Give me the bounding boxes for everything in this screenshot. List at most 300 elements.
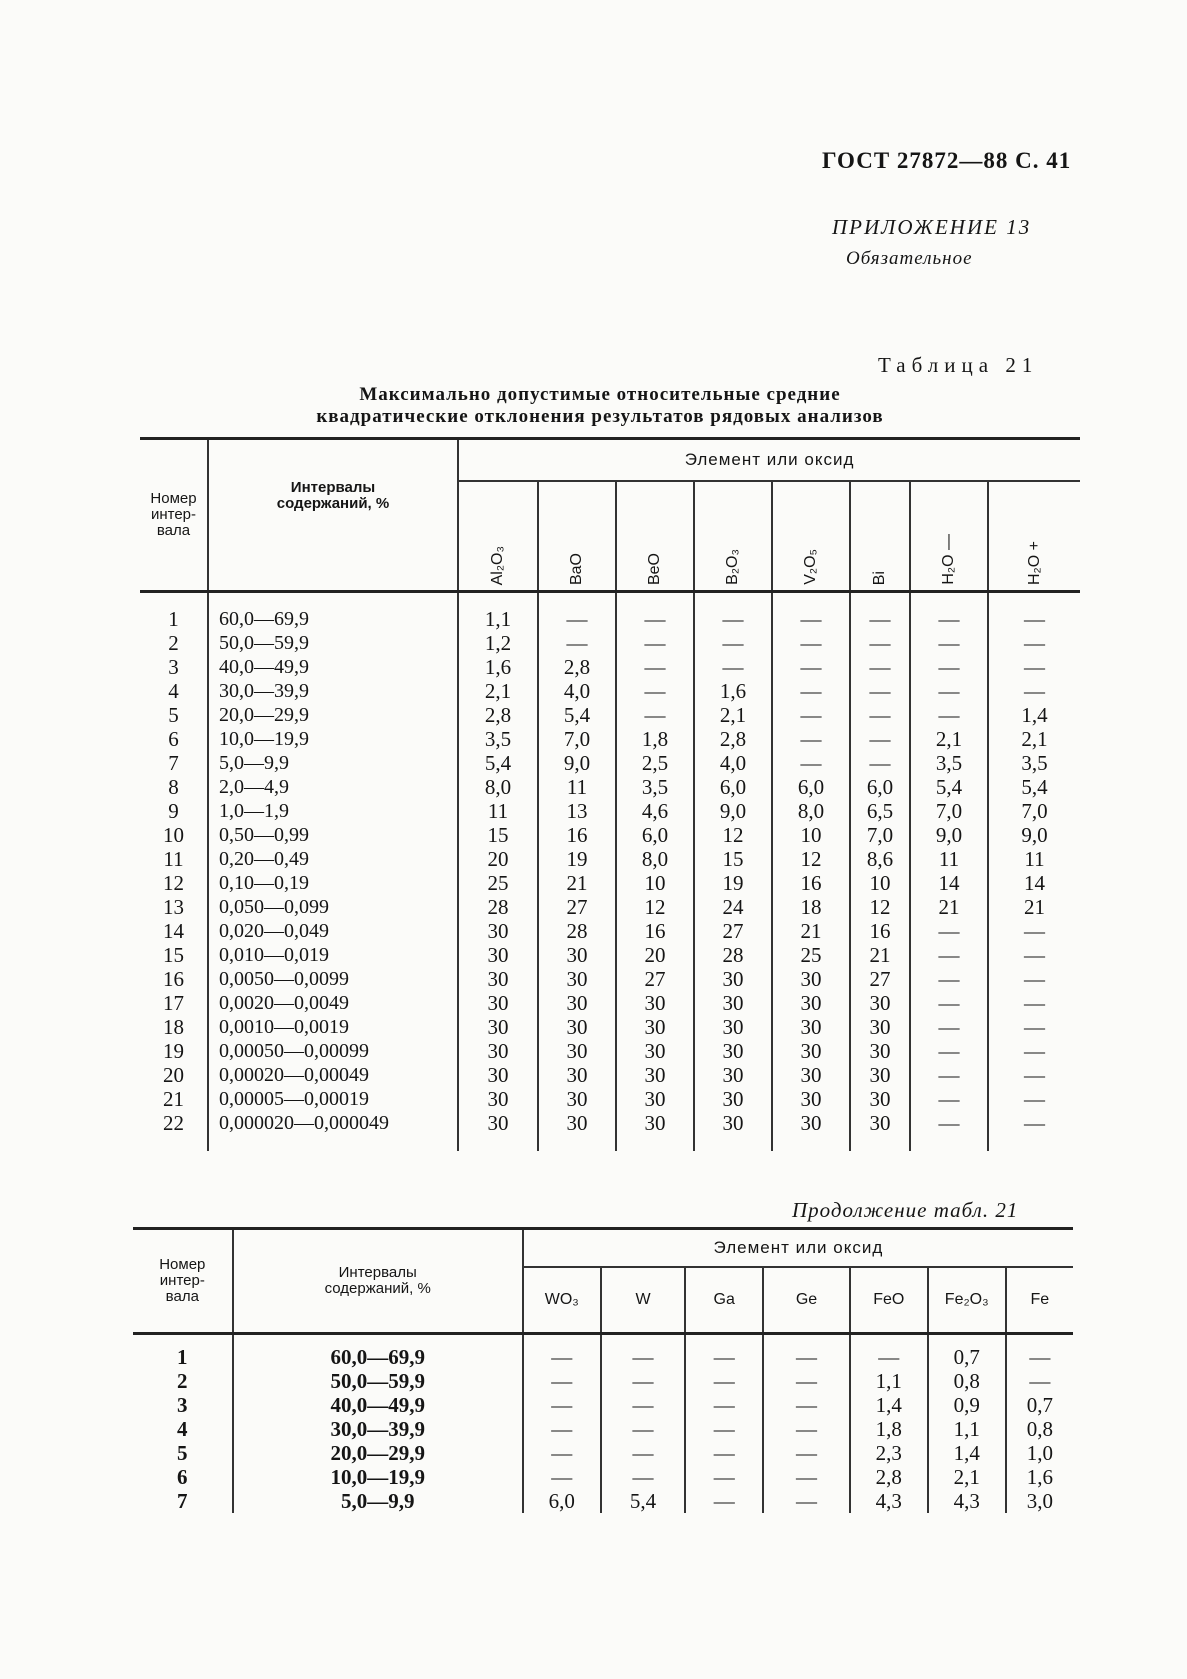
deviation-value: — — [910, 919, 988, 943]
deviation-value: 19 — [694, 871, 772, 895]
deviation-value: 18 — [772, 895, 850, 919]
deviation-value: 10 — [616, 871, 694, 895]
deviation-value: — — [988, 943, 1080, 967]
deviation-value: — — [685, 1393, 763, 1417]
col-header-number2-l3: вала — [165, 1288, 199, 1305]
deviation-value: — — [694, 631, 772, 655]
deviation-value: 11 — [538, 775, 616, 799]
deviation-value: 1,4 — [850, 1393, 928, 1417]
col-header-range-l1: Интервалы — [290, 479, 376, 496]
deviation-value: — — [685, 1465, 763, 1489]
content-range: 2,0—4,9 — [208, 775, 458, 799]
deviation-value: — — [910, 991, 988, 1015]
element-label: Fe₂O₃ — [944, 1291, 989, 1308]
content-range: 20,0—29,9 — [233, 1441, 523, 1465]
deviation-value: — — [988, 679, 1080, 703]
interval-number: 12 — [163, 871, 184, 895]
deviation-value: 30 — [458, 1087, 538, 1111]
col-header-range — [208, 439, 458, 592]
deviation-value: 30 — [538, 1063, 616, 1087]
content-range: 0,0050—0,0099 — [208, 967, 458, 991]
element-header — [850, 1267, 928, 1334]
deviation-value: — — [601, 1369, 685, 1393]
deviation-value: 30 — [538, 1087, 616, 1111]
deviation-value: 5,4 — [538, 703, 616, 727]
deviation-value: 1,6 — [1006, 1465, 1073, 1489]
element-header — [458, 481, 538, 592]
element-label: Ge — [795, 1291, 818, 1308]
deviation-value: 30 — [458, 1111, 538, 1151]
element-header — [538, 481, 616, 592]
deviation-value: 11 — [458, 799, 538, 823]
interval-number: 3 — [168, 655, 179, 679]
interval-number: 7 — [168, 751, 179, 775]
deviation-value: — — [850, 592, 910, 632]
deviation-value: 30 — [850, 1111, 910, 1151]
content-range: 60,0—69,9 — [233, 1334, 523, 1370]
content-range: 60,0—69,9 — [208, 592, 458, 632]
deviation-value: 0,7 — [1006, 1393, 1073, 1417]
col-header-number — [140, 439, 208, 592]
interval-number: 4 — [168, 679, 179, 703]
deviation-value: 30 — [694, 1039, 772, 1063]
deviation-value: 30 — [694, 1087, 772, 1111]
deviation-value: — — [616, 631, 694, 655]
table-title-line1: Максимально допустимые относительные средние — [359, 384, 841, 405]
deviation-value: 30 — [616, 1063, 694, 1087]
deviation-value: — — [523, 1393, 601, 1417]
deviation-value: — — [538, 631, 616, 655]
document-code: ГОСТ 27872—88 С. 41 — [822, 148, 1072, 173]
content-range: 30,0—39,9 — [233, 1417, 523, 1441]
deviation-value: 2,3 — [850, 1441, 928, 1465]
content-range: 1,0—1,9 — [208, 799, 458, 823]
table-row — [140, 592, 1080, 632]
element-header — [988, 481, 1080, 592]
deviation-value: 21 — [910, 895, 988, 919]
deviation-value: 3,5 — [616, 775, 694, 799]
deviation-value: — — [772, 751, 850, 775]
deviation-value: — — [763, 1489, 850, 1513]
deviation-value: 30 — [850, 1087, 910, 1111]
deviation-value: — — [850, 727, 910, 751]
deviation-value: 6,0 — [523, 1489, 601, 1513]
deviation-value: 30 — [772, 1087, 850, 1111]
col-header-number2-l2: интер- — [159, 1272, 205, 1289]
content-range: 5,0—9,9 — [233, 1489, 523, 1513]
element-header — [928, 1267, 1006, 1334]
deviation-value: — — [988, 1039, 1080, 1063]
deviation-value: 6,0 — [772, 775, 850, 799]
deviation-value: 1,8 — [850, 1417, 928, 1441]
deviation-value: 2,1 — [458, 679, 538, 703]
deviation-value: — — [685, 1417, 763, 1441]
deviation-value: — — [616, 703, 694, 727]
interval-number: 6 — [168, 727, 179, 751]
deviation-value: 21 — [772, 919, 850, 943]
deviation-value: — — [616, 592, 694, 632]
deviation-value: 9,0 — [988, 823, 1080, 847]
deviation-value: — — [523, 1369, 601, 1393]
deviation-value: 1,6 — [458, 655, 538, 679]
deviation-value: 3,5 — [910, 751, 988, 775]
content-range: 0,010—0,019 — [208, 943, 458, 967]
table-row — [140, 679, 1080, 703]
element-header — [850, 481, 910, 592]
deviation-value: 5,4 — [458, 751, 538, 775]
deviation-value: 19 — [538, 847, 616, 871]
deviation-value: 27 — [616, 967, 694, 991]
table-row — [140, 823, 1080, 847]
deviation-value: — — [988, 1015, 1080, 1039]
deviation-value: — — [910, 679, 988, 703]
interval-number: 14 — [163, 919, 184, 943]
deviation-value: 2,1 — [928, 1465, 1006, 1489]
deviation-value: — — [601, 1393, 685, 1417]
interval-number: 20 — [163, 1063, 184, 1087]
deviation-value: 24 — [694, 895, 772, 919]
deviation-value: — — [601, 1417, 685, 1441]
interval-number: 10 — [163, 823, 184, 847]
content-range: 0,0020—0,0049 — [208, 991, 458, 1015]
deviation-value: — — [850, 631, 910, 655]
deviation-value: 3,5 — [458, 727, 538, 751]
deviation-value: — — [685, 1334, 763, 1370]
deviation-value: 30 — [772, 1111, 850, 1151]
deviation-value: 30 — [772, 1063, 850, 1087]
deviation-value: — — [910, 1015, 988, 1039]
deviation-value: 8,0 — [458, 775, 538, 799]
deviation-value: — — [763, 1465, 850, 1489]
col-header-number-2 — [133, 1229, 233, 1334]
deviation-value: — — [1006, 1334, 1073, 1370]
content-range: 20,0—29,9 — [208, 703, 458, 727]
interval-number: 2 — [168, 631, 179, 655]
table-label: Таблица 21 — [878, 353, 1039, 377]
deviation-value: — — [910, 631, 988, 655]
deviation-value: 13 — [538, 799, 616, 823]
deviation-value: 30 — [694, 1015, 772, 1039]
deviation-value: 6,0 — [850, 775, 910, 799]
deviation-value: 3,0 — [1006, 1489, 1073, 1513]
deviation-value: 30 — [538, 1015, 616, 1039]
deviation-value: — — [523, 1441, 601, 1465]
deviation-value: 11 — [988, 847, 1080, 871]
deviation-value: 6,0 — [616, 823, 694, 847]
col-header-number2-l1: Номер — [159, 1256, 206, 1273]
deviation-value: 30 — [458, 1015, 538, 1039]
deviation-value: — — [988, 919, 1080, 943]
deviation-value: — — [694, 592, 772, 632]
deviation-value: — — [601, 1334, 685, 1370]
content-range: 40,0—49,9 — [208, 655, 458, 679]
deviation-value: 0,8 — [928, 1369, 1006, 1393]
table-row — [140, 1015, 1080, 1039]
deviation-value: 30 — [616, 1111, 694, 1151]
content-range: 0,000020—0,000049 — [208, 1111, 458, 1151]
deviation-value: 30 — [458, 1063, 538, 1087]
deviation-value: 1,1 — [850, 1369, 928, 1393]
interval-number: 21 — [163, 1087, 184, 1111]
interval-number: 19 — [163, 1039, 184, 1063]
deviation-value: 2,1 — [988, 727, 1080, 751]
deviation-value: — — [988, 1111, 1080, 1151]
deviation-value: 30 — [850, 1063, 910, 1087]
interval-number: 16 — [163, 967, 184, 991]
deviation-value: 1,1 — [458, 592, 538, 632]
deviation-value: 30 — [538, 1111, 616, 1151]
deviation-value: — — [763, 1334, 850, 1370]
interval-number: 1 — [177, 1345, 188, 1369]
deviation-value: — — [988, 1087, 1080, 1111]
interval-number: 2 — [177, 1369, 188, 1393]
deviation-value: — — [850, 703, 910, 727]
element-header — [694, 481, 772, 592]
deviation-value: — — [763, 1441, 850, 1465]
element-label: V₂O₅ — [802, 549, 819, 585]
deviation-value: 30 — [772, 967, 850, 991]
table-row — [140, 631, 1080, 655]
deviation-value: — — [910, 1087, 988, 1111]
deviation-value: — — [523, 1417, 601, 1441]
appendix-status: Обязательное — [846, 248, 973, 269]
deviation-value: — — [694, 655, 772, 679]
deviation-value: — — [772, 655, 850, 679]
interval-number: 18 — [163, 1015, 184, 1039]
deviation-value: 30 — [458, 1039, 538, 1063]
deviation-value: 30 — [850, 991, 910, 1015]
element-header — [1006, 1267, 1073, 1334]
deviation-value: 30 — [538, 967, 616, 991]
content-range: 0,050—0,099 — [208, 895, 458, 919]
deviation-value: — — [685, 1441, 763, 1465]
deviation-value: 1,4 — [928, 1441, 1006, 1465]
table-row — [140, 799, 1080, 823]
deviation-value: — — [772, 679, 850, 703]
table-row — [140, 967, 1080, 991]
table-row — [133, 1393, 1073, 1417]
deviation-value: — — [685, 1489, 763, 1513]
table-row — [133, 1489, 1073, 1513]
table-row — [133, 1441, 1073, 1465]
deviation-value: 28 — [538, 919, 616, 943]
content-range: 0,00020—0,00049 — [208, 1063, 458, 1087]
deviation-value: — — [910, 655, 988, 679]
deviation-value: 1,6 — [694, 679, 772, 703]
table-row — [140, 1111, 1080, 1151]
deviation-value: 9,0 — [910, 823, 988, 847]
element-label: WO₃ — [544, 1291, 579, 1308]
deviation-value: 30 — [616, 1039, 694, 1063]
deviation-value: 30 — [616, 1015, 694, 1039]
deviation-value: — — [601, 1465, 685, 1489]
table-row — [140, 1039, 1080, 1063]
content-range: 10,0—19,9 — [233, 1465, 523, 1489]
deviation-value: — — [1006, 1369, 1073, 1393]
deviation-value: 30 — [458, 919, 538, 943]
element-header — [772, 481, 850, 592]
col-header-number-l2: интер- — [150, 506, 197, 523]
deviation-value: 1,8 — [616, 727, 694, 751]
deviation-value: 25 — [772, 943, 850, 967]
deviation-value: 30 — [772, 991, 850, 1015]
table-row — [140, 919, 1080, 943]
interval-number: 15 — [163, 943, 184, 967]
deviation-value: — — [988, 967, 1080, 991]
element-label: Fe — [1030, 1291, 1050, 1308]
deviation-value: 30 — [694, 1063, 772, 1087]
deviation-value: — — [910, 1039, 988, 1063]
element-header — [601, 1267, 685, 1334]
deviation-value: 4,3 — [928, 1489, 1006, 1513]
deviation-value: 15 — [694, 847, 772, 871]
deviation-value: — — [910, 943, 988, 967]
deviation-value: 8,0 — [772, 799, 850, 823]
table-row — [140, 727, 1080, 751]
deviation-value: 30 — [616, 1087, 694, 1111]
deviation-value: — — [685, 1369, 763, 1393]
deviation-value: 16 — [772, 871, 850, 895]
group-header-2: Элемент или оксид — [523, 1229, 1073, 1268]
deviation-value: 8,0 — [616, 847, 694, 871]
deviation-value: 2,8 — [850, 1465, 928, 1489]
table-row — [140, 847, 1080, 871]
element-label: H₂O — — [940, 534, 957, 585]
element-header — [685, 1267, 763, 1334]
deviation-value: 2,8 — [694, 727, 772, 751]
interval-number: 9 — [168, 799, 179, 823]
table-row — [140, 991, 1080, 1015]
deviation-value: 5,4 — [910, 775, 988, 799]
deviation-value: 30 — [850, 1039, 910, 1063]
deviation-value: — — [616, 679, 694, 703]
element-label: H₂O + — [1025, 541, 1043, 585]
table-row — [140, 751, 1080, 775]
deviation-value: 27 — [538, 895, 616, 919]
deviation-value: — — [523, 1334, 601, 1370]
table-row — [133, 1465, 1073, 1489]
deviation-value: 16 — [538, 823, 616, 847]
content-range: 0,00050—0,00099 — [208, 1039, 458, 1063]
interval-number: 13 — [163, 895, 184, 919]
deviation-value: — — [772, 592, 850, 632]
table-row — [140, 655, 1080, 679]
deviation-value: 0,7 — [928, 1334, 1006, 1370]
content-range: 50,0—59,9 — [208, 631, 458, 655]
table-row — [140, 775, 1080, 799]
deviation-value: 30 — [538, 991, 616, 1015]
interval-number: 6 — [177, 1465, 188, 1489]
deviation-value: 8,6 — [850, 847, 910, 871]
deviation-value: — — [850, 679, 910, 703]
deviation-value: — — [763, 1417, 850, 1441]
element-label: Bi — [871, 570, 888, 585]
deviation-value: 30 — [458, 943, 538, 967]
deviation-value: 21 — [538, 871, 616, 895]
deviation-value: 1,4 — [988, 703, 1080, 727]
deviation-value: 12 — [850, 895, 910, 919]
group-header: Элемент или оксид — [458, 439, 1080, 482]
deviation-value: 30 — [694, 991, 772, 1015]
deviation-value: 30 — [772, 1015, 850, 1039]
interval-number: 5 — [177, 1441, 188, 1465]
deviation-value: — — [910, 967, 988, 991]
deviation-value: 9,0 — [538, 751, 616, 775]
deviation-value: — — [616, 655, 694, 679]
deviation-value: 2,1 — [694, 703, 772, 727]
deviation-value: 2,5 — [616, 751, 694, 775]
deviation-value: 2,8 — [538, 655, 616, 679]
deviation-value: — — [538, 592, 616, 632]
deviation-value: — — [763, 1393, 850, 1417]
deviation-value: 4,0 — [694, 751, 772, 775]
deviation-value: — — [523, 1465, 601, 1489]
deviation-value: 30 — [458, 991, 538, 1015]
deviation-value: 28 — [694, 943, 772, 967]
col-header-range-l2: содержаний, % — [276, 495, 390, 512]
continuation-label: Продолжение табл. 21 — [792, 1198, 1019, 1222]
element-label: BeO — [646, 552, 663, 585]
deviation-value: 7,0 — [910, 799, 988, 823]
deviation-value: 11 — [910, 847, 988, 871]
deviation-value: 21 — [988, 895, 1080, 919]
deviation-value: — — [988, 592, 1080, 632]
deviation-value: 1,0 — [1006, 1441, 1073, 1465]
deviation-value: — — [601, 1441, 685, 1465]
table-row — [140, 1063, 1080, 1087]
col-header-number-l1: Номер — [150, 490, 197, 507]
deviation-value: 20 — [458, 847, 538, 871]
deviation-value: — — [763, 1369, 850, 1393]
deviation-value: 30 — [694, 967, 772, 991]
deviation-value: 16 — [850, 919, 910, 943]
deviation-value: 1,2 — [458, 631, 538, 655]
element-header — [763, 1267, 850, 1334]
deviation-value: — — [988, 655, 1080, 679]
interval-number: 11 — [163, 847, 184, 871]
interval-number: 17 — [163, 991, 184, 1015]
deviation-value: — — [850, 1334, 928, 1370]
content-range: 30,0—39,9 — [208, 679, 458, 703]
deviation-value: 28 — [458, 895, 538, 919]
content-range: 10,0—19,9 — [208, 727, 458, 751]
table-row — [140, 943, 1080, 967]
interval-number: 8 — [168, 775, 179, 799]
deviation-value: — — [910, 592, 988, 632]
deviation-value: — — [850, 751, 910, 775]
col-header-range-2 — [233, 1229, 523, 1334]
deviation-value: 7,0 — [538, 727, 616, 751]
deviation-value: — — [988, 1063, 1080, 1087]
content-range: 0,10—0,19 — [208, 871, 458, 895]
table-row — [140, 871, 1080, 895]
deviation-value: 14 — [910, 871, 988, 895]
deviation-value: — — [910, 703, 988, 727]
content-range: 0,020—0,049 — [208, 919, 458, 943]
table-21-continued — [133, 1227, 1073, 1513]
deviation-value: — — [910, 1111, 988, 1151]
table-title-line2: квадратические отклонения результатов рядовых анализов — [316, 406, 884, 427]
deviation-value: 30 — [538, 943, 616, 967]
deviation-value: 30 — [694, 1111, 772, 1151]
element-label: BaO — [568, 552, 585, 585]
deviation-value: 30 — [458, 967, 538, 991]
deviation-value: 30 — [772, 1039, 850, 1063]
deviation-value: — — [988, 991, 1080, 1015]
deviation-value: — — [772, 703, 850, 727]
content-range: 40,0—49,9 — [233, 1393, 523, 1417]
table-row — [133, 1417, 1073, 1441]
